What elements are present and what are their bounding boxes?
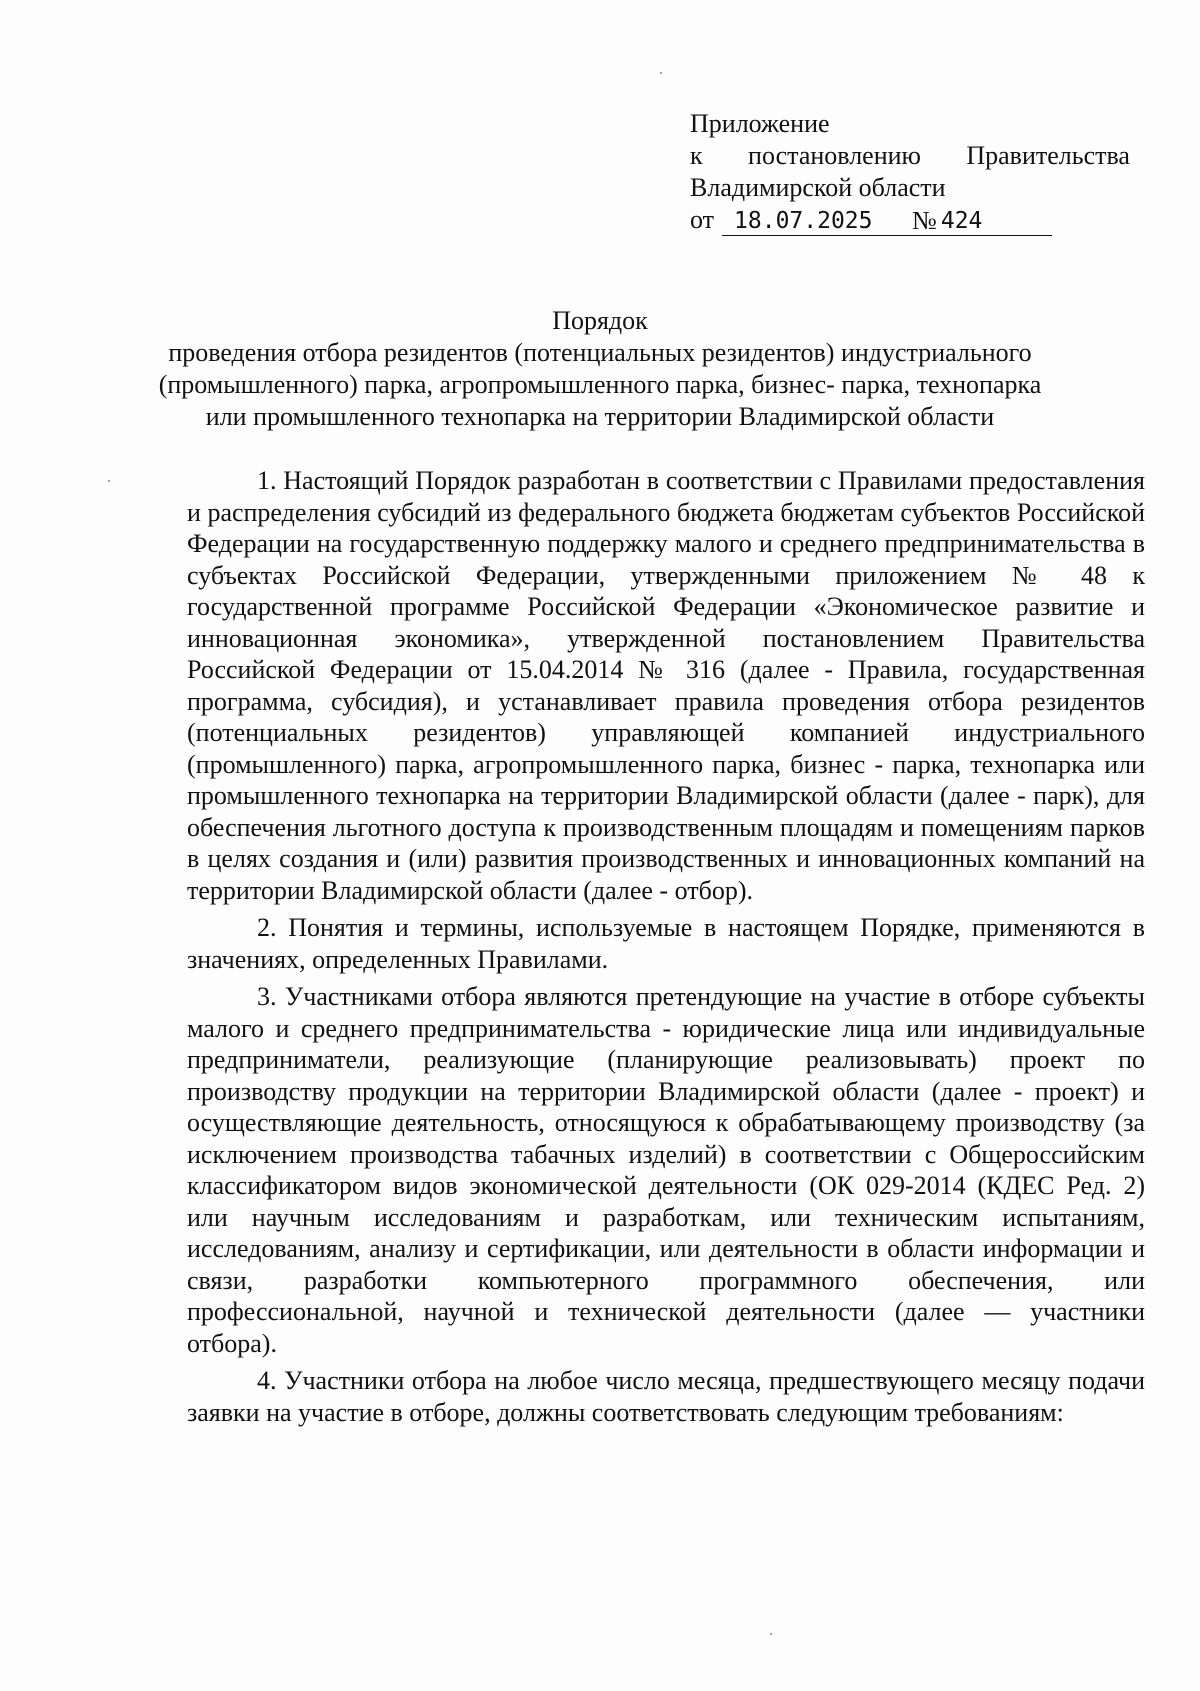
- paragraph-3: 3. Участниками отбора являются претендующие на участие в отборе субъекты малого и среднего предпринимательства - юридические лица или индивидуальные предприниматели, реализующие (планирующие реализовывать) проект по производству продукции на территории Владимирской области (далее - проект) и осуществляющие деятельность, относящуюся к обрабатывающему производству (за исключением производства табачных изделий) в соответствии с Общероссийским классификатором видов экономической деятельности (ОК 029-2014 (КДЕС Ред. 2) или научным исследованиям и разработкам, или техническим испытаниям, исследованиям, анализу и сертификации, или деятельности в области информации и связи, разработки компьютерного программного обеспечения, или профессиональной, научной и технической деятельности (далее — участники отбора).: [187, 982, 1145, 1358]
- date-prefix: от: [690, 205, 715, 234]
- appendix-label: Приложение: [690, 109, 830, 138]
- scan-speck: [108, 480, 110, 482]
- scan-speck: [660, 72, 662, 74]
- appendix-header: [690, 108, 1130, 236]
- document-body: [187, 465, 1145, 1434]
- appendix-decree-line: [690, 140, 1130, 172]
- appendix-word-decree: постановлению: [748, 141, 921, 170]
- title-line-2: (промышленного) парка, агропромышленного парка, бизнес- парка, технопарка: [158, 370, 1042, 399]
- decree-number: 424: [937, 207, 1052, 236]
- title-line-3: или промышленного технопарка на территории Владимирской области: [205, 402, 995, 431]
- paragraph-1: 1. Настоящий Порядок разработан в соответствии с Правилами предоставления и распределения субсидий из федерального бюджета бюджетам субъектов Российской Федерации на государственную поддержку малого и среднего предпринимательства в субъектах Российской Федерации, утвержденными приложением № 48 к государственной программе Российской Федерации «Экономическое развитие и инновационная экономика», утвержденной постановлением Правительства Российской Федерации от 15.04.2014 № 316 (далее - Правила, государственная программа, субсидия), и устанавливает правила проведения отбора резидентов (потенциальных резидентов) управляющей компанией индустриального (промышленного) парка, агропромышленного парка, бизнес - парка, технопарка или промышленного технопарка на территории Владимирской области (далее - парк), для обеспечения льготного доступа к производственным площадям и помещениям парков в целях создания и (или) развития производственных и инновационных компаний на территории Владимирской области (далее - отбор).: [187, 466, 1145, 905]
- appendix-word-k: к: [690, 141, 703, 170]
- title-heading: Порядок: [552, 306, 648, 335]
- number-sign: №: [912, 206, 937, 235]
- appendix-word-government: Правительства: [966, 141, 1130, 170]
- appendix-region: Владимирской области: [690, 173, 946, 202]
- appendix-date-row: [690, 204, 1130, 236]
- document-title: [150, 305, 1050, 433]
- paragraph-4: 4. Участники отбора на любое число месяца, предшествующего месяцу подачи заявки на участие в отборе, должны соответствовать следующим требованиям:: [187, 1366, 1145, 1427]
- title-line-1: проведения отбора резидентов (потенциальных резидентов) индустриального: [168, 338, 1032, 367]
- decree-date: 18.07.2025: [722, 207, 912, 236]
- paragraph-2: 2. Понятия и термины, используемые в настоящем Порядке, применяются в значениях, определенных Правилами.: [187, 913, 1145, 974]
- scan-speck: [770, 1633, 772, 1635]
